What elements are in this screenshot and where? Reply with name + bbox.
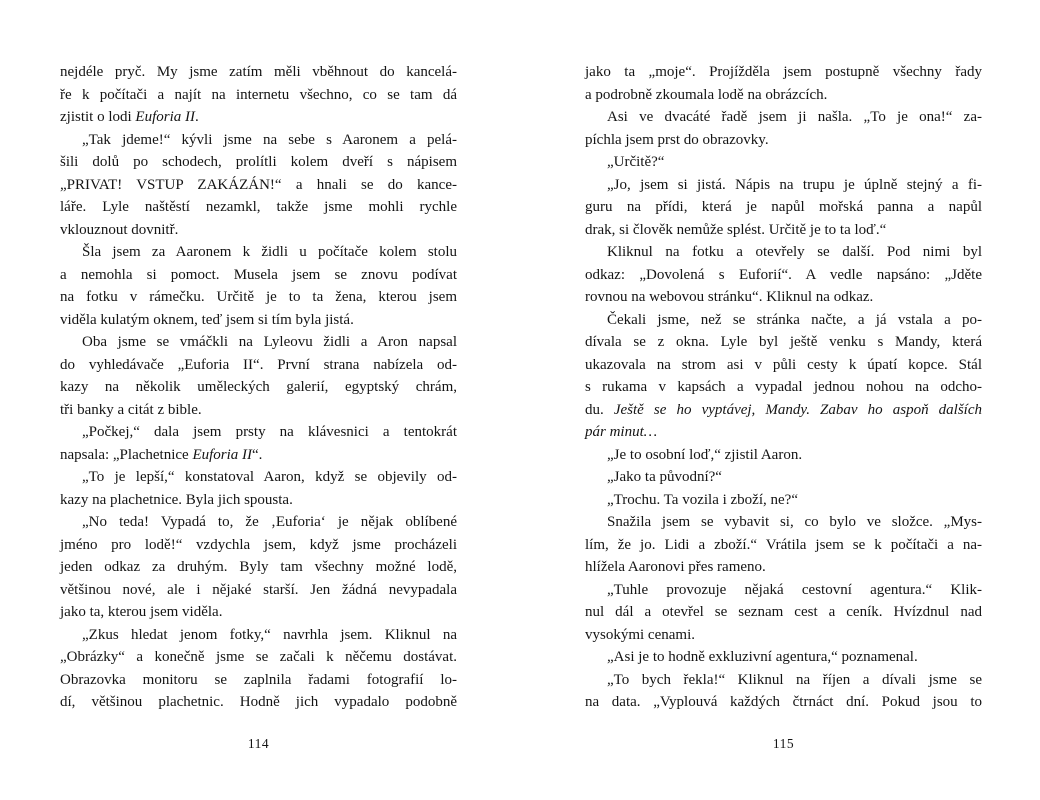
text-line: Snažila jsem se vybavit si, co bylo ve složce. „Mys- [607,514,982,530]
text-line: dí, většinou plachetnic. Hodně jich vypadalo podobně [60,694,457,710]
text-line: láře. Lyle naštěstí nezamkl, takže jsme mohli rychle [60,199,457,215]
text-line: „Je to osobní loď,“ zjistil Aaron. [607,446,803,463]
text-line: ukazovala na strom asi v půli cesty k úpatí kopce. Stál [585,356,982,373]
text-line: Čekali jsme, než se stránka načte, a já vstala a po- [607,311,982,328]
text-line: odkaz: „Dovolená s Euforií“. A vedle napsáno: „Jděte [585,266,982,283]
text-line: pár minut… [585,424,658,440]
text-line: jako ta, kterou jsem viděla. [60,604,223,620]
text-line: nul dál a otevřel se seznam cest a ceník. Hvízdnul nad [585,604,982,620]
text-line: píchla jsem prst do obrazovky. [585,131,769,148]
text-line: nejdéle pryč. My jsme zatím měli vběhnout do kancelá- [60,64,457,80]
text-line: jako ta „moje“. Projížděla jsem postupně všechny řady [585,64,982,80]
text-line: „Asi je to hodně exkluzivní agentura,“ poznamenal. [607,649,918,665]
text-line: guru na přídi, která je napůl mořská panna a napůl [585,199,982,215]
text-line: s rukama v kapsách a vypadal jednou nohou na odcho- [585,379,982,395]
text-line: „Trochu. Ta vozila i zboží, ne?“ [607,491,798,508]
text-line: a podrobně zkoumala lodě na obrázcích. [585,86,828,103]
text-line: Kliknul na fotku a otevřely se další. Pod nimi byl [607,244,982,260]
text-line: „Jako ta původní?“ [607,469,722,485]
text-line: „No teda! Vypadá to, že ‚Euforia‘ je nějak oblíbené [82,514,457,530]
page-number-left: 114 [247,736,270,751]
text-line: Šla jsem za Aaronem k židli u počítače kolem stolu [82,244,457,260]
text-line: Oba jsme se vmáčkli na Lyleovu židli a Aron napsal [82,334,457,350]
text-line: Asi ve dvacáté řadě jsem ji našla. „To je ona!“ za- [607,109,982,125]
text-line: dívala se z okna. Lyle byl ještě venku s Mandy, která [585,334,982,350]
text-line: tři banky a citát z bible. [60,401,202,418]
text-line: vysokými cenami. [585,626,695,643]
text-line: „Počkej,“ dala jsem prsty na klávesnici a tentokrát [82,424,457,440]
text-line: hlížela Aaronovi přes rameno. [585,559,766,575]
page-number-right: 115 [772,736,795,751]
text-line: du. Ještě se ho vyptávej, Mandy. Zabav ho aspoň dalších [585,401,982,418]
text-line: „Tuhle provozuje nějaká cestovní agentura.“ Klik- [607,581,982,598]
text-line: „PRIVAT! VSTUP ZAKÁZÁN!“ a hnali se do kance- [60,176,457,193]
text-line: do vyhledávače „Euforia II“. První strana nabízela od- [60,356,457,373]
text-line: „Obrázky“ a konečně jsme se začali k něčemu dostávat. [60,649,457,665]
text-line: viděla kulatým oknem, teď jsem si tím byla jistá. [60,311,354,328]
text-line: a nemohla si pomoct. Musela jsem se znovu podívat [60,266,457,283]
text-line: ře k počítači a najít na internetu všechno, co se tam dá [60,86,457,103]
text-line: Obrazovka monitoru se zaplnila řadami fotografií lo- [60,671,457,688]
text-line: jméno pro lodě!“ vzdychla jsem, když jsme procházeli [60,536,457,553]
text-line: zjistit o lodi Euforia II. [60,109,199,125]
text-line: napsala: „Plachetnice Euforia II“. [60,446,263,463]
page-right-text [585,61,982,714]
text-line: vklouznout dovnitř. [60,221,179,238]
text-line: kazy na několik uměleckých galerií, egyptský chrám, [60,379,457,395]
text-line: „Zkus hledat jenom fotky,“ navrhla jsem. Kliknul na [82,626,457,643]
text-line: jeden odkaz za druhým. Byly tam všechny možné lodě, [60,559,457,575]
text-line: „To bych řekla!“ Kliknul na říjen a dívali jsme se [607,671,982,688]
text-line: většinou nové, ale i nějaké starší. Jen žádná nevypadala [60,581,457,598]
text-line: na fotku v rámečku. Určitě je to ta žena, kterou jsem [60,289,457,305]
text-line: „Určitě?“ [607,154,665,170]
text-line: na data. „Vyplouvá každých čtrnáct dní. Pokud jsou to [585,694,982,710]
text-line: šili dolů po schodech, prolítli kolem dveří s nápisem [60,154,457,170]
text-line: drak, si člověk nemůže splést. Určitě je to ta loď.“ [585,221,887,238]
text-line: „Jo, jsem si jistá. Nápis na trupu je úplně stejný a fi- [607,176,982,193]
page-left-text [60,61,457,714]
text-line: „To je lepší,“ konstatoval Aaron, když se objevily od- [82,469,457,485]
text-line: rovnou na webovou stránku“. Kliknul na odkaz. [585,289,874,305]
text-line: kazy na plachetnice. Byla jich spousta. [60,491,293,508]
text-line: „Tak jdeme!“ kývli jsme na sebe s Aaronem a pelá- [82,131,457,148]
text-line: lím, že jo. Lidi a zboží.“ Vrátila jsem se k počítači a na- [585,536,982,553]
